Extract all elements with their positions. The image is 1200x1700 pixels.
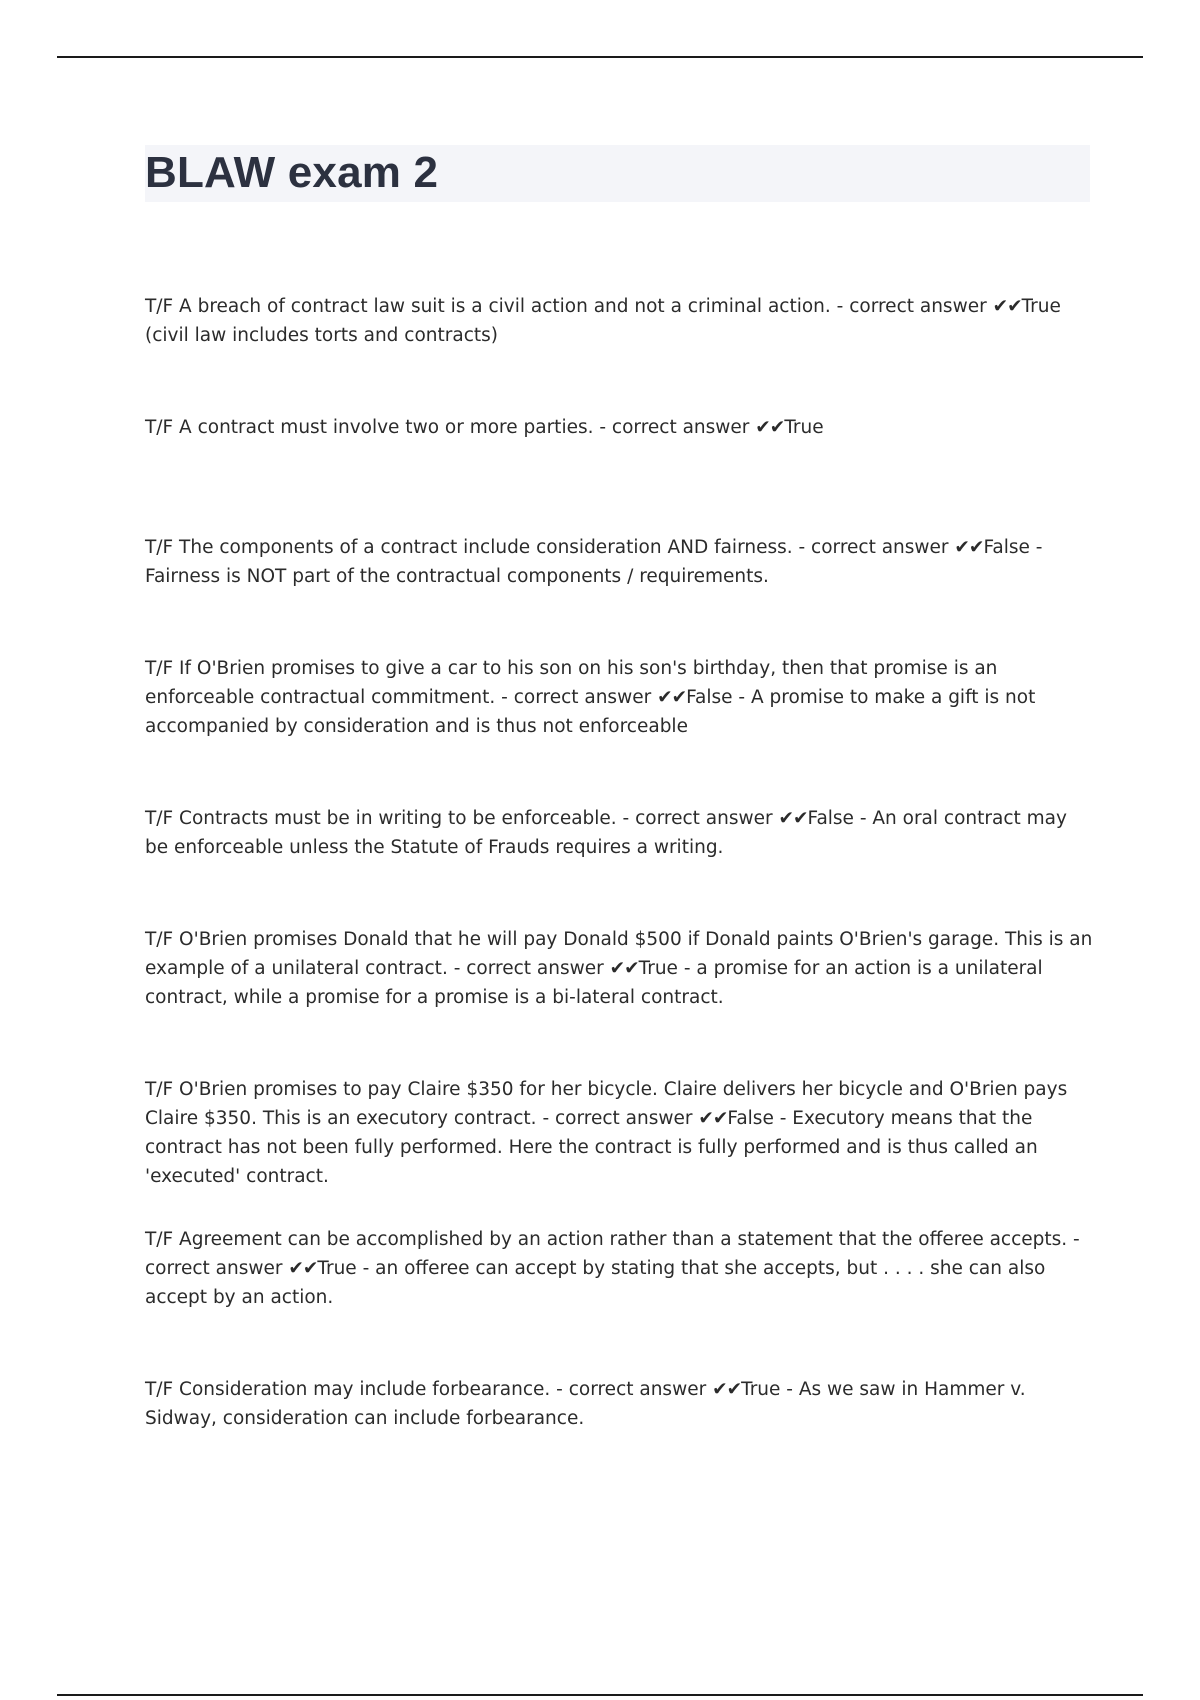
- answer-text: False - An oral contract may be enforceable unless the Statute of Frauds requires a writing.: [145, 808, 1067, 858]
- qa-item: [145, 925, 1095, 1075]
- top-rule: [57, 56, 1143, 58]
- question-text: T/F A breach of contract law suit is a civil action and not a criminal action. - correct answer: [145, 296, 987, 317]
- double-check-icon: ✔✔: [778, 808, 808, 829]
- question-text: T/F O'Brien promises Donald that he will pay Donald $500 if Donald paints O'Brien's garage. This is an example of a unilateral contract. - correct answer: [145, 929, 1093, 979]
- double-check-icon: ✔✔: [657, 687, 687, 708]
- answer-text: True: [784, 417, 824, 438]
- double-check-icon: ✔✔: [755, 417, 785, 438]
- question-text: T/F Contracts must be in writing to be enforceable. - correct answer: [145, 808, 773, 829]
- double-check-icon: ✔✔: [288, 1258, 318, 1279]
- qa-list: [145, 292, 1095, 1496]
- answer-text: False - Executory means that the contract has not been fully performed. Here the contract is fully performed and is thus called an 'executed' contract.: [145, 1108, 1038, 1187]
- answer-text: True - a promise for an action is a unilateral contract, while a promise for a promise is a bi-lateral contract.: [145, 958, 1043, 1008]
- question-text: T/F If O'Brien promises to give a car to his son on his son's birthday, then that promise is an enforceable contractual commitment. - correct answer: [145, 658, 998, 708]
- qa-item: [145, 1225, 1095, 1375]
- document-title: BLAW exam 2: [145, 148, 439, 197]
- question-text: T/F A contract must involve two or more parties. - correct answer: [145, 417, 750, 438]
- double-check-icon: ✔✔: [992, 296, 1022, 317]
- bottom-rule: [57, 1694, 1143, 1696]
- double-check-icon: ✔✔: [712, 1379, 742, 1400]
- qa-item: [145, 804, 1095, 925]
- answer-text: True - an offeree can accept by stating that she accepts, but . . . . she can also accept by an action.: [145, 1258, 1046, 1308]
- double-check-icon: ✔✔: [954, 537, 984, 558]
- qa-item: [145, 292, 1095, 413]
- question-text: T/F Consideration may include forbearance. - correct answer: [145, 1379, 707, 1400]
- question-text: T/F Agreement can be accomplished by an action rather than a statement that the offeree accepts. - correct answer: [145, 1229, 1080, 1279]
- qa-item: [145, 654, 1095, 804]
- answer-text: True - As we saw in Hammer v. Sidway, consideration can include forbearance.: [145, 1379, 1026, 1429]
- question-text: T/F The components of a contract include consideration AND fairness. - correct answer: [145, 537, 949, 558]
- qa-item: [145, 1075, 1095, 1225]
- qa-item: [145, 413, 1095, 533]
- double-check-icon: ✔✔: [698, 1108, 728, 1129]
- question-text: T/F O'Brien promises to pay Claire $350 for her bicycle. Claire delivers her bicycle and O'Brien pays Claire $350. This is an executory contract. - correct answer: [145, 1079, 1068, 1129]
- double-check-icon: ✔✔: [609, 958, 639, 979]
- answer-text: True (civil law includes torts and contracts): [145, 296, 1061, 346]
- qa-item: [145, 1375, 1095, 1496]
- qa-item: [145, 533, 1095, 654]
- answer-text: False - A promise to make a gift is not accompanied by consideration and is thus not enforceable: [145, 687, 1036, 737]
- answer-text: False - Fairness is NOT part of the contractual components / requirements.: [145, 537, 1043, 587]
